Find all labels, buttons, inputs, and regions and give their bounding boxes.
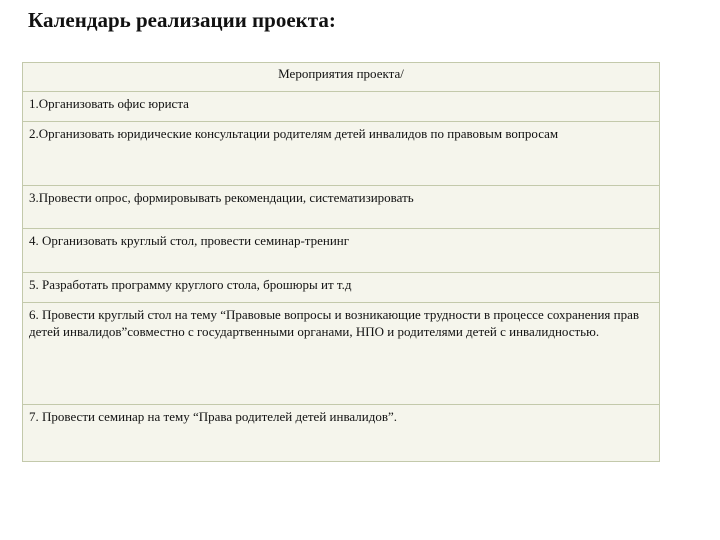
activity-cell-5: 5. Разработать программу круглого стола, брошюры ит т.д	[23, 273, 660, 303]
table-row	[23, 186, 660, 229]
activity-cell-3: 3.Провести опрос, формировывать рекомендации, систематизировать	[23, 186, 660, 229]
table-row	[23, 303, 660, 405]
table-row	[23, 92, 660, 122]
table-header-activities: Мероприятия проекта/	[23, 63, 660, 92]
activity-cell-7: 7. Провести семинар на тему “Права родителей детей инвалидов”.	[23, 405, 660, 462]
table-row	[23, 273, 660, 303]
page-title: Календарь реализации проекта:	[28, 8, 336, 32]
activity-cell-1: 1.Организовать офис юриста	[23, 92, 660, 122]
project-activities-table	[22, 62, 660, 462]
table-header-row	[23, 63, 660, 92]
table-row	[23, 229, 660, 273]
activity-cell-6: 6. Провести круглый стол на тему “Правовые вопросы и возникающие трудности в процессе сохранения прав детей инвалидов”совместно с государтвенными органами, НПО и родителями детей с инвалидностью.	[23, 303, 660, 405]
table-row	[23, 405, 660, 462]
activity-cell-4: 4. Организовать круглый стол, провести семинар-тренинг	[23, 229, 660, 273]
activity-cell-2: 2.Организовать юридические консультации родителям детей инвалидов по правовым вопросам	[23, 122, 660, 186]
table-row	[23, 122, 660, 186]
